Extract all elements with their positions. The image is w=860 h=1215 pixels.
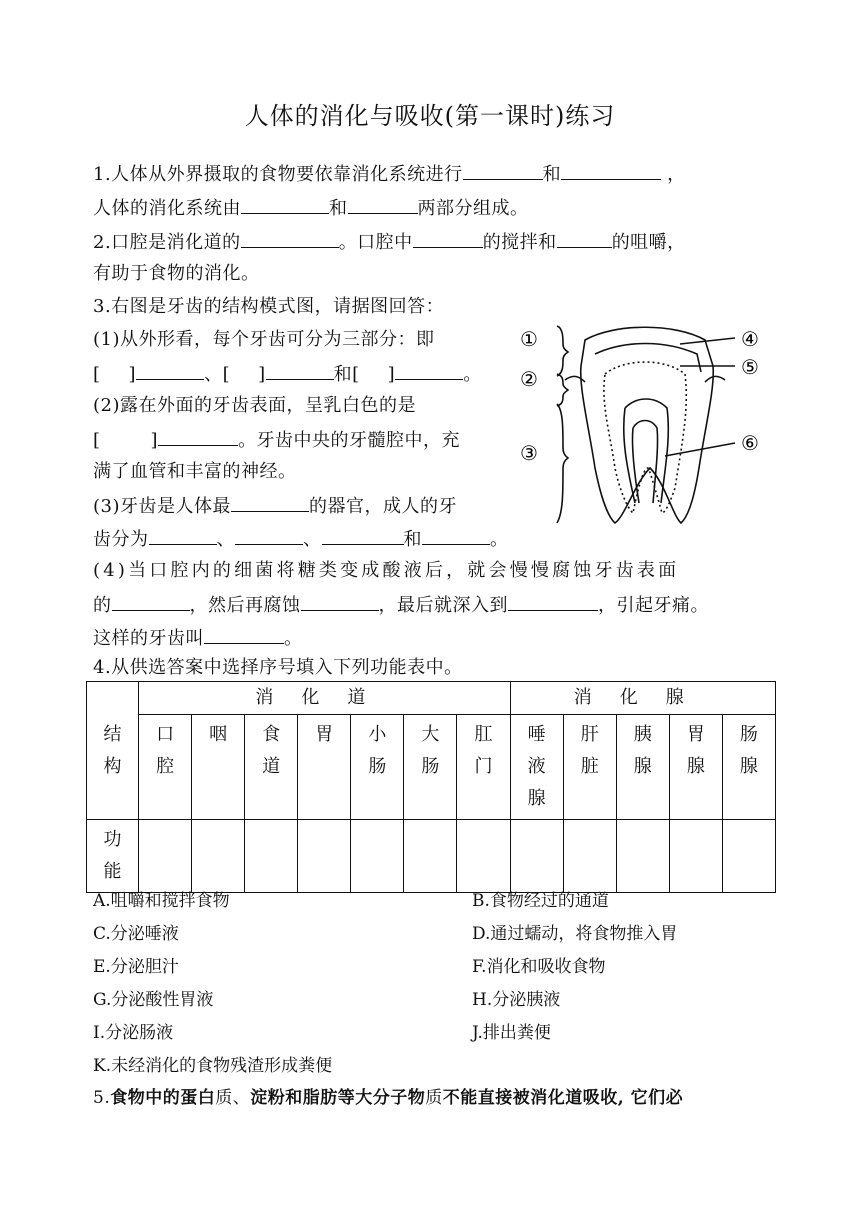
option-j: J.排出粪便 [472, 1023, 551, 1043]
q3-intro: 3.右图是牙齿的结构模式图，请据图回答： [93, 296, 445, 317]
bracket-open: [ [93, 364, 101, 385]
col-header: 肠腺 [722, 715, 775, 820]
q3-blank-2[interactable] [266, 361, 334, 380]
q2-blank-3[interactable] [557, 229, 612, 248]
answer-cell[interactable] [563, 820, 616, 893]
q5-num: 5. [93, 1088, 111, 1108]
q3-blank-3[interactable] [395, 361, 463, 380]
option-k: K.未经消化的食物残渣形成粪便 [93, 1056, 333, 1076]
q5-text-f: 它们必 [624, 1088, 684, 1108]
answer-cell[interactable] [722, 820, 775, 893]
option-a: A.咀嚼和搅拌食物 [93, 891, 230, 911]
q3-p4-text-g: 。 [284, 628, 303, 649]
row-label-structure: 结构 [87, 682, 139, 820]
tooth-structure-diagram [515, 318, 775, 533]
bracket-close: ] [387, 364, 396, 385]
q1-text-end: 两部分组成。 [417, 198, 529, 219]
q1-comma: ， [667, 164, 686, 185]
q3-blank-10[interactable] [112, 592, 190, 611]
option-g: G.分泌酸性胃液 [93, 990, 214, 1010]
q1-text-and-2: 和 [329, 198, 348, 219]
answer-cell[interactable] [510, 820, 563, 893]
option-h: H.分泌胰液 [472, 990, 561, 1010]
col-header: 胃 [298, 715, 351, 820]
option-f: F.消化和吸收食物 [472, 957, 606, 977]
q3-p4-text-d: ，最后就深入到 [378, 595, 508, 616]
bracket-close: ] [128, 364, 137, 385]
function-table [86, 681, 776, 893]
answer-cell[interactable] [298, 820, 351, 893]
q1-text: 1.人体从外界摄取的食物要依靠消化系统进行 [93, 164, 463, 185]
label-4: ④ [741, 327, 759, 351]
q5-line1 [93, 1086, 683, 1110]
option-b: B.食物经过的通道 [472, 891, 609, 911]
and: 和 [333, 364, 353, 385]
q5-text-e: 不能直接被消化道吸收, [442, 1088, 625, 1108]
q3-blank-9[interactable] [422, 526, 490, 545]
answer-cell[interactable] [404, 820, 457, 893]
q1-blank-4[interactable] [348, 195, 418, 214]
answer-cell[interactable] [669, 820, 722, 893]
q5-text-d: 质 [425, 1088, 443, 1108]
q1-blank-1[interactable] [463, 161, 543, 180]
q5-text-b: 质、 [215, 1088, 251, 1108]
bracket-open: [ [222, 364, 231, 385]
q3-p4-text-e: ，引起牙痛。 [598, 595, 709, 616]
answer-cell[interactable] [616, 820, 669, 893]
option-d: D.通过蠕动，将食物推入胃 [472, 924, 678, 944]
q3-blank-4[interactable] [158, 427, 238, 446]
q4-intro: 4.从供选答案中选择序号填入下列功能表中。 [93, 657, 463, 678]
col-header: 肝脏 [563, 715, 616, 820]
q2-text-d: 的咀嚼， [611, 232, 686, 253]
col-header: 口腔 [139, 715, 192, 820]
col-header: 小肠 [351, 715, 404, 820]
q3-p3-text-b: 的器官，成人的牙 [309, 496, 457, 517]
q2-blank-2[interactable] [413, 229, 483, 248]
col-header: 大肠 [404, 715, 457, 820]
option-c: C.分泌唾液 [93, 924, 179, 944]
option-e: E.分泌胆汁 [93, 957, 179, 977]
q3-p1-line2 [93, 361, 482, 387]
q1-blank-3[interactable] [241, 195, 329, 214]
q3-p1-line1: (1)从外形看，每个牙齿可分为三部分：即 [93, 329, 435, 350]
q3-p2-line2 [93, 427, 460, 453]
q3-blank-12[interactable] [508, 592, 598, 611]
q2-line1 [93, 229, 686, 255]
q2-text-b: 。口腔中 [338, 232, 413, 253]
col-header: 食道 [245, 715, 298, 820]
group-digestive-tract: 消化道 [139, 682, 511, 715]
q3-p2-line1: (2)露在外面的牙齿表面，呈乳白色的是 [93, 395, 416, 416]
q2-text: 2.口腔是消化道的 [93, 232, 241, 253]
q3-blank-13[interactable] [204, 625, 284, 644]
row-label-function: 功能 [87, 820, 139, 893]
q3-p4-text-f: 这样的牙齿叫 [93, 628, 204, 649]
and: 和 [403, 529, 422, 550]
answer-cell[interactable] [192, 820, 245, 893]
q1-line1 [93, 161, 686, 187]
bracket-open: [ [352, 364, 360, 385]
q3-p4-line1: (4)当口腔内的细菌将糖类变成酸液后，就会慢慢腐蚀牙齿表面 [93, 560, 680, 581]
q3-p4-line3 [93, 625, 303, 651]
bracket-close: ] [258, 364, 266, 385]
end: 。 [490, 529, 509, 550]
answer-cell[interactable] [351, 820, 404, 893]
q5-text-c: 淀粉和脂肪等大分子物 [250, 1088, 426, 1108]
sep: 、 [216, 529, 235, 550]
col-header: 肛门 [457, 715, 510, 820]
bracket-open: [ [93, 430, 101, 451]
q3-p2-text: 。牙齿中央的牙髓腔中，充 [238, 430, 461, 451]
bracket-close: ] [150, 430, 159, 451]
sep: 、 [303, 529, 322, 550]
q3-blank-5[interactable] [231, 493, 309, 512]
q3-p4-text: 的 [93, 595, 112, 616]
q1-text-and: 和 [542, 164, 562, 185]
q3-blank-1[interactable] [136, 361, 204, 380]
q2-line2: 有助于食物的消化。 [93, 263, 260, 284]
end: 。 [463, 364, 482, 385]
q3-p2-line3: 满了血管和丰富的神经。 [93, 461, 297, 482]
label-6: ⑥ [741, 431, 759, 455]
q3-blank-11[interactable] [301, 592, 379, 611]
q2-text-c: 的搅拌和 [482, 232, 557, 253]
q3-p3-line2 [93, 526, 509, 552]
q3-p3-text: (3)牙齿是人体最 [93, 496, 231, 517]
q2-blank-1[interactable] [241, 229, 339, 248]
label-1: ① [520, 327, 538, 351]
label-2: ② [520, 367, 538, 391]
answer-cell[interactable] [139, 820, 192, 893]
answer-cell[interactable] [457, 820, 510, 893]
page-title: 人体的消化与吸收(第一课时)练习 [244, 102, 616, 130]
q3-p4-text-c: ，然后再腐蚀 [189, 595, 301, 616]
q3-p3-line1 [93, 493, 457, 519]
col-header: 唾液腺 [510, 715, 563, 820]
q3-blank-6[interactable] [149, 526, 217, 545]
q1-blank-2[interactable] [561, 161, 661, 180]
label-3: ③ [520, 441, 538, 465]
q3-p4-line2 [93, 592, 709, 618]
q3-blank-7[interactable] [235, 526, 303, 545]
col-header: 咽 [192, 715, 245, 820]
col-header: 胃腺 [669, 715, 722, 820]
q3-blank-8[interactable] [322, 526, 404, 545]
q1-line2 [93, 195, 529, 221]
col-header: 胰腺 [616, 715, 669, 820]
q5-text-a: 食物中的蛋白 [110, 1088, 216, 1108]
label-5: ⑤ [741, 355, 759, 379]
group-digestive-glands: 消化腺 [510, 682, 775, 715]
q1-text-2: 人体的消化系统由 [93, 198, 241, 219]
answer-cell[interactable] [245, 820, 298, 893]
q3-p3-text-c: 齿分为 [93, 529, 149, 550]
sep: 、 [204, 364, 223, 385]
option-i: I.分泌肠液 [93, 1023, 174, 1043]
